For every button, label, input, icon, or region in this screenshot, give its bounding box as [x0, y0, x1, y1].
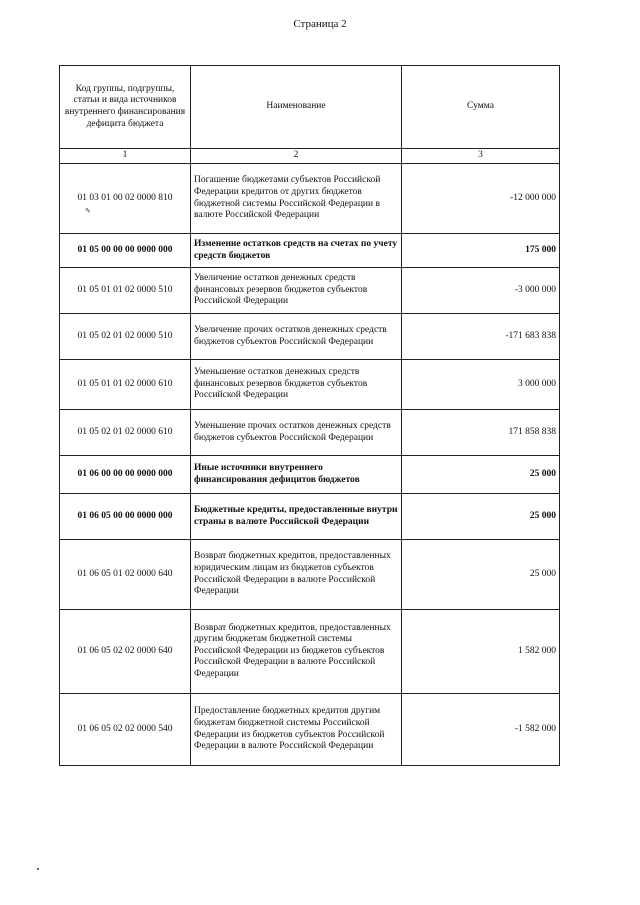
row-name: Иные источники внутреннего финансирования дефицитов бюджетов: [191, 456, 402, 494]
row-code: 01 06 05 02 02 0000 540: [60, 694, 191, 766]
row-sum: 175 000: [402, 234, 560, 268]
table-row: [60, 314, 560, 360]
row-name: Увеличение прочих остатков денежных средств бюджетов субъектов Российской Федерации: [191, 314, 402, 360]
row-code: 01 06 00 00 00 0000 000: [60, 456, 191, 494]
row-sum: 3 000 000: [402, 360, 560, 410]
row-sum: -3 000 000: [402, 268, 560, 314]
row-code: 01 06 05 00 00 0000 000: [60, 494, 191, 540]
header-name: Наименование: [191, 66, 402, 149]
table-row: [60, 164, 560, 234]
row-name: Бюджетные кредиты, предоставленные внутри страны в валюте Российской Федерации: [191, 494, 402, 540]
row-name: Увеличение остатков денежных средств финансовых резервов бюджетов субъектов Российской Федерации: [191, 268, 402, 314]
row-name: Предоставление бюджетных кредитов другим бюджетам бюджетной системы Российской Федерации из бюджетов субъектов Российской Федерации в валюте Российской Федерации: [191, 694, 402, 766]
row-code: 01 05 02 01 02 0000 610: [60, 410, 191, 456]
table-row: [60, 360, 560, 410]
row-name: Уменьшение прочих остатков денежных средств бюджетов субъектов Российской Федерации: [191, 410, 402, 456]
table-row: [60, 268, 560, 314]
table-row: [60, 410, 560, 456]
row-code: 01 06 05 01 02 0000 640: [60, 540, 191, 610]
budget-sources-table: [59, 65, 560, 766]
column-number: 1: [60, 149, 191, 164]
table-row: [60, 694, 560, 766]
table-header-row: [60, 66, 560, 149]
row-code: 01 05 01 01 02 0000 510: [60, 268, 191, 314]
row-code: 01 05 00 00 00 0000 000: [60, 234, 191, 268]
row-name: Возврат бюджетных кредитов, предоставленных юридическим лицам из бюджетов субъектов Российской Федерации в валюте Российской Федерации: [191, 540, 402, 610]
row-sum: 25 000: [402, 494, 560, 540]
header-code: Код группы, подгруппы, статьи и вида источников внутреннего финансирования дефицита бюджета: [60, 66, 191, 149]
row-name: Возврат бюджетных кредитов, предоставленных другим бюджетам бюджетной системы Российской Федерации из бюджетов субъектов Российской Федерации в валюте Российской Федерации: [191, 610, 402, 694]
row-code: 01 05 01 01 02 0000 610: [60, 360, 191, 410]
row-code: 01 03 01 00 02 0000 810: [60, 164, 191, 234]
table-row: [60, 610, 560, 694]
column-number-row: [60, 149, 560, 164]
row-sum: -1 582 000: [402, 694, 560, 766]
row-name: Уменьшение остатков денежных средств финансовых резервов бюджетов субъектов Российской Федерации: [191, 360, 402, 410]
row-sum: 171 858 838: [402, 410, 560, 456]
table-row: [60, 494, 560, 540]
table-row: [60, 456, 560, 494]
row-code: 01 06 05 02 02 0000 640: [60, 610, 191, 694]
page-number-label: Страница 2: [293, 18, 347, 30]
row-sum: -12 000 000: [402, 164, 560, 234]
row-sum: 25 000: [402, 456, 560, 494]
row-code: 01 05 02 01 02 0000 510: [60, 314, 191, 360]
row-name: Изменение остатков средств на счетах по учету средств бюджетов: [191, 234, 402, 268]
scan-speck: [37, 868, 39, 870]
table-row: [60, 540, 560, 610]
row-sum: 1 582 000: [402, 610, 560, 694]
row-sum: 25 000: [402, 540, 560, 610]
row-sum: -171 683 838: [402, 314, 560, 360]
header-sum: Сумма: [402, 66, 560, 149]
column-number: 3: [402, 149, 560, 164]
row-name: Погашение бюджетами субъектов Российской Федерации кредитов от других бюджетов бюджетной системы Российской Федерации в валюте Российской Федерации: [191, 164, 402, 234]
table-row: [60, 234, 560, 268]
column-number: 2: [191, 149, 402, 164]
pencil-mark-icon: ✎: [85, 207, 91, 215]
